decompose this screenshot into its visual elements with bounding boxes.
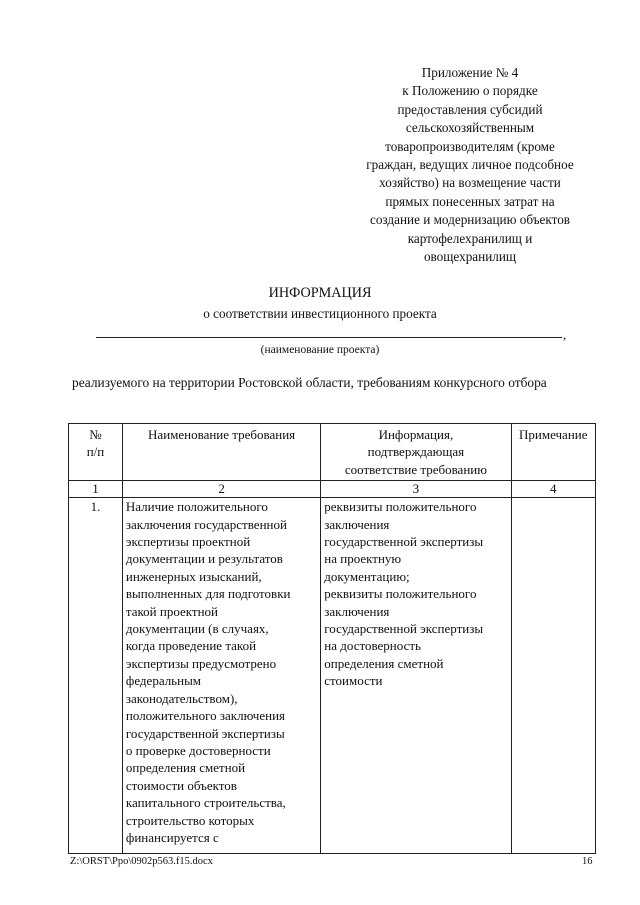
header-requirement: Наименование требования <box>122 424 320 481</box>
header-num <box>69 424 123 481</box>
header-information-line: Информация, <box>378 427 454 442</box>
document-title: ИНФОРМАЦИЯ <box>268 285 372 301</box>
requirement-line: законодательством), <box>125 690 238 706</box>
requirement-line: определения сметной <box>125 760 246 776</box>
information-cell <box>321 498 511 854</box>
appendix-line: создание и модернизацию объектов <box>369 212 571 228</box>
requirement-line: строительство которых <box>125 812 255 828</box>
header-information <box>321 424 511 481</box>
appendix-line: предоставления субсидий <box>397 101 543 117</box>
information-line: на проектную <box>324 551 402 567</box>
information-line: стоимости <box>324 673 383 689</box>
requirement-line: государственной экспертизы <box>125 725 285 741</box>
requirement-line: документации (в случаях, <box>125 621 269 637</box>
requirement-line: когда проведение такой <box>125 638 257 654</box>
region-statement: реализуемого на территории Ростовской области, требованиям конкурсного отбора <box>72 375 547 390</box>
appendix-line: Приложение № 4 <box>421 65 519 80</box>
note-cell <box>511 498 595 854</box>
appendix-line: товаропроизводителям (кроме <box>385 138 555 154</box>
requirement-line: капитального строительства, <box>125 795 286 811</box>
requirement-line: экспертизы предусмотрено <box>125 655 277 671</box>
requirement-line: такой проектной <box>125 603 219 619</box>
header-information-line: соответствие требованию <box>344 461 487 477</box>
appendix-line: прямых понесенных затрат на <box>385 193 555 209</box>
appendix-line: хозяйство) на возмещение части <box>379 175 561 191</box>
column-number-row <box>69 481 596 498</box>
column-number: 4 <box>511 481 595 498</box>
requirement-line: экспертизы проектной <box>125 534 251 550</box>
requirement-line: финансируется с <box>125 829 219 845</box>
requirement-line: Наличие положительного <box>125 499 268 515</box>
document-subtitle: о соответствии инвестиционного проекта <box>203 306 437 321</box>
information-line: определения сметной <box>324 655 444 671</box>
information-line: реквизиты положительного <box>324 499 477 515</box>
appendix-note <box>330 64 610 266</box>
table-row <box>69 498 596 854</box>
table-header-row <box>69 424 596 481</box>
header-note: Примечание <box>511 424 595 481</box>
row-number: 1. <box>69 498 123 854</box>
column-number: 1 <box>69 481 123 498</box>
project-line-comma: , <box>563 327 567 342</box>
requirement-line: выполненных для подготовки <box>125 586 291 602</box>
page-number: 16 <box>582 856 593 867</box>
requirement-line: о проверке достоверности <box>125 742 271 758</box>
requirement-line: федеральным <box>125 673 202 689</box>
column-number: 2 <box>122 481 320 498</box>
requirement-line: заключения государственной <box>125 516 287 532</box>
header-num-line: № <box>89 427 102 442</box>
requirements-table <box>68 423 596 854</box>
header-information-line: подтверждающая <box>367 444 465 460</box>
requirement-line: положительного заключения <box>125 708 286 724</box>
requirement-cell <box>122 498 320 854</box>
requirement-line: документации и результатов <box>125 551 283 567</box>
column-number: 3 <box>321 481 511 498</box>
requirement-line: инженерных изысканий, <box>125 568 262 584</box>
project-name-hint: (наименование проекта) <box>260 344 380 356</box>
footer-file-path: Z:\ORST\Ppo\0902p563.f15.docx <box>70 856 213 867</box>
information-line: заключения <box>324 516 390 532</box>
information-line: документацию; <box>324 568 410 584</box>
header-num-line: п/п <box>86 444 105 460</box>
project-name-blank-line <box>96 337 562 338</box>
information-line: реквизиты положительного <box>324 586 477 602</box>
information-line: государственной экспертизы <box>324 534 484 550</box>
appendix-line: овощехранилищ <box>423 249 517 265</box>
appendix-line: картофелехранилищ и <box>407 230 533 246</box>
information-line: государственной экспертизы <box>324 621 484 637</box>
appendix-line: сельскохозяйственным <box>405 120 535 136</box>
appendix-line: граждан, ведущих личное подсобное <box>366 157 574 173</box>
appendix-line: к Положению о порядке <box>402 83 538 99</box>
requirement-line: стоимости объектов <box>125 777 237 793</box>
information-line: заключения <box>324 603 390 619</box>
information-line: на достоверность <box>324 638 421 654</box>
